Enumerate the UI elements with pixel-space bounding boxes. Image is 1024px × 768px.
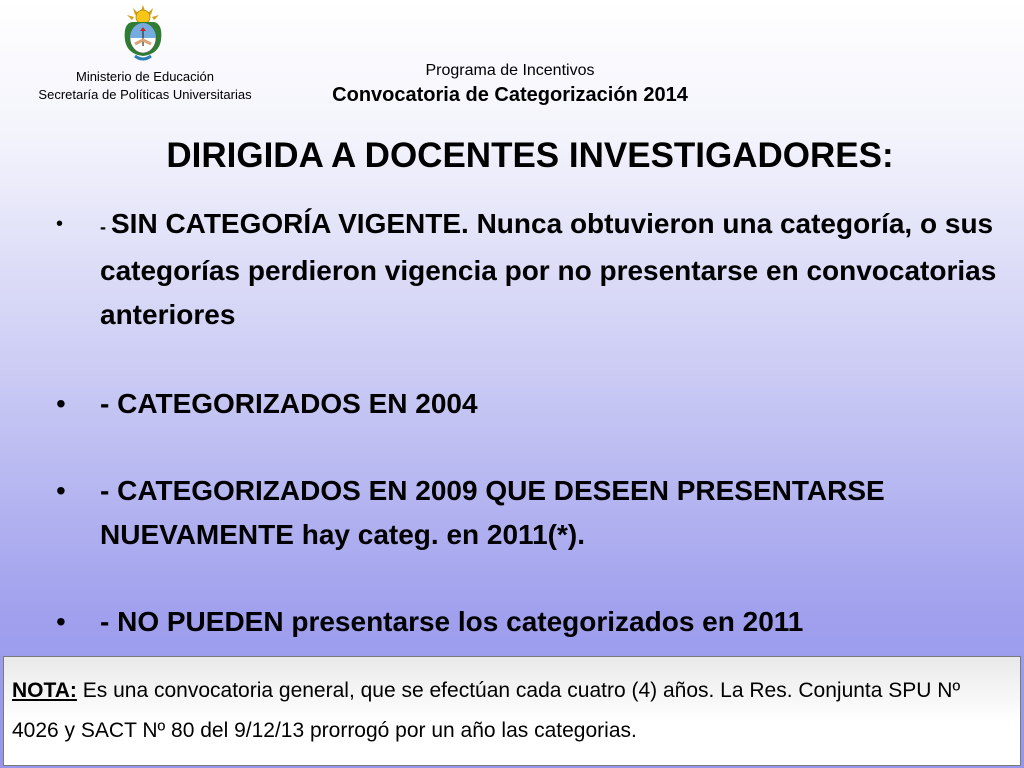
- bullet-icon: •: [56, 606, 66, 637]
- program-block: [280, 60, 740, 108]
- program-subtitle: Programa de Incentivos: [425, 62, 595, 79]
- bullet-item: [56, 382, 1006, 426]
- bullet-dash: -: [100, 217, 111, 237]
- bullet-item: [56, 469, 1006, 557]
- ministry-block: [0, 68, 290, 104]
- note-text: Es una convocatoria general, que se efectúan cada cuatro (4) años. La Res. Conjunta SPU Nº 4026 y SACT Nº 80 del 9/12/13 prorrogó por un año las categorias.: [12, 679, 961, 742]
- bullet-item: [56, 202, 1006, 337]
- ministry-name: Ministerio de Educación: [75, 69, 215, 84]
- bullet-list: [56, 202, 1006, 644]
- bullet-text: SIN CATEGORÍA VIGENTE. Nunca obtuvieron una categoría, o sus categorías perdieron vigencia por no presentarse en convocatorias anteriores: [100, 208, 997, 330]
- coat-of-arms-icon: [121, 4, 165, 64]
- bullet-text: - NO PUEDEN presentarse los categorizados en 2011: [100, 606, 804, 637]
- bullet-text: - CATEGORIZADOS EN 2004: [100, 388, 478, 419]
- bullet-icon: •: [56, 475, 66, 506]
- bullet-text: - CATEGORIZADOS EN 2009 QUE DESEEN PRESENTARSE NUEVAMENTE hay categ. en 2011(*).: [100, 475, 885, 550]
- note-box: [3, 656, 1021, 766]
- bullet-item: [56, 600, 1006, 644]
- note-label: NOTA:: [12, 679, 77, 702]
- slide-title: DIRIGIDA A DOCENTES INVESTIGADORES:: [166, 136, 894, 175]
- program-title: Convocatoria de Categorización 2014: [332, 84, 688, 106]
- secretariat-name: Secretaría de Políticas Universitarias: [38, 87, 252, 102]
- bullet-icon: •: [56, 388, 66, 419]
- bullet-icon: •: [56, 213, 64, 235]
